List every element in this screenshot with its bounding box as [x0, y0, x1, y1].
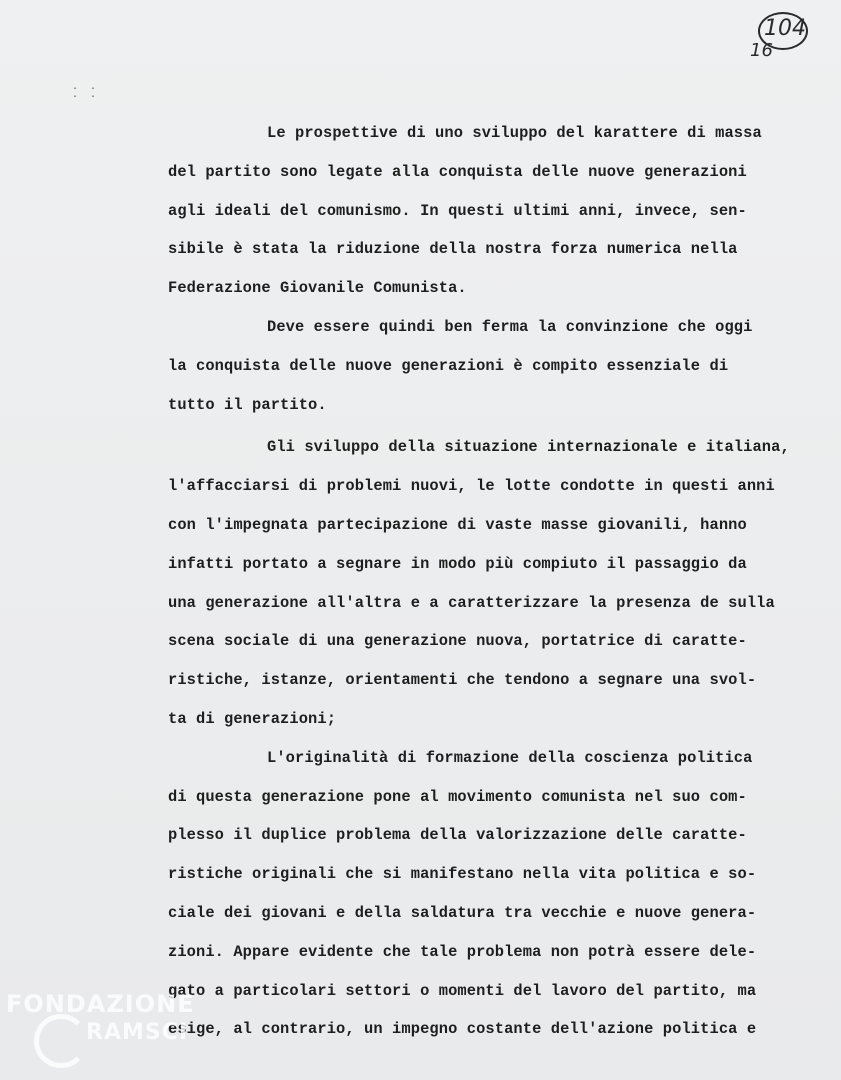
margin-marks: · · · ·: [72, 84, 97, 103]
watermark-line-2: RAMSCI: [86, 1020, 189, 1045]
text-line: agli ideali del comunismo. In questi ultimi anni, invece, sen-: [168, 201, 747, 220]
paragraph: [168, 739, 828, 1049]
text-line: di questa generazione pone al movimento comunista nel suo com-: [168, 787, 747, 806]
text-line: scena sociale di una generazione nuova, portatrice di caratte-: [168, 632, 747, 651]
text-line: l'affacciarsi di problemi nuovi, le lotte condotte in questi anni: [168, 477, 775, 496]
text-line: sibile è stata la riduzione della nostra forza numerica nella: [168, 240, 738, 259]
text-line: zioni. Appare evidente che tale problema non potrà essere dele-: [168, 942, 757, 961]
text-line: ristiche originali che si manifestano nella vita politica e so-: [168, 865, 757, 884]
text-line: con l'impegnata partecipazione di vaste masse giovanili, hanno: [168, 515, 747, 534]
paragraph: [168, 114, 828, 308]
text-line: Le prospettive di uno sviluppo del karattere di massa: [267, 124, 762, 142]
text-line: gato a particolari settori o momenti del lavoro del partito, ma: [168, 981, 757, 1000]
text-line: ciale dei giovani e della saldatura tra vecchie e nuove genera-: [168, 903, 757, 922]
watermark-g-icon: [34, 1014, 88, 1068]
text-line: L'originalità di formazione della coscienza politica: [267, 748, 753, 767]
text-line: infatti portato a segnare in modo più compiuto il passaggio da: [168, 554, 747, 573]
paragraph: [168, 308, 828, 424]
page-sub-number: 16: [750, 40, 773, 61]
watermark-line-1: FONDAZIONE: [6, 990, 195, 1018]
page-number: 104: [764, 16, 806, 41]
text-line: Deve essere quindi ben ferma la convinzione che oggi: [267, 317, 753, 336]
text-line: Gli sviluppo della situazione internazionale e italiana,: [267, 438, 790, 457]
text-line: del partito sono legate alla conquista delle nuove generazioni: [168, 162, 747, 181]
typewritten-text: [168, 114, 828, 1049]
text-line: plesso il duplice problema della valorizzazione delle caratte-: [168, 826, 747, 845]
text-line: esige, al contrario, un impegno costante dell'azione politica e: [168, 1020, 757, 1039]
text-line: una generazione all'altra e a caratterizzare la presenza de sulla: [168, 593, 775, 612]
text-line: tutto il partito.: [168, 395, 327, 414]
text-line: ristiche, istanze, orientamenti che tendono a segnare una svol-: [168, 671, 757, 690]
paragraph: [168, 428, 828, 738]
text-line: ta di generazioni;: [168, 709, 337, 728]
text-line: Federazione Giovanile Comunista.: [168, 279, 467, 298]
page-number-annotation: [750, 12, 818, 62]
text-line: la conquista delle nuove generazioni è compito essenziale di: [168, 356, 729, 375]
